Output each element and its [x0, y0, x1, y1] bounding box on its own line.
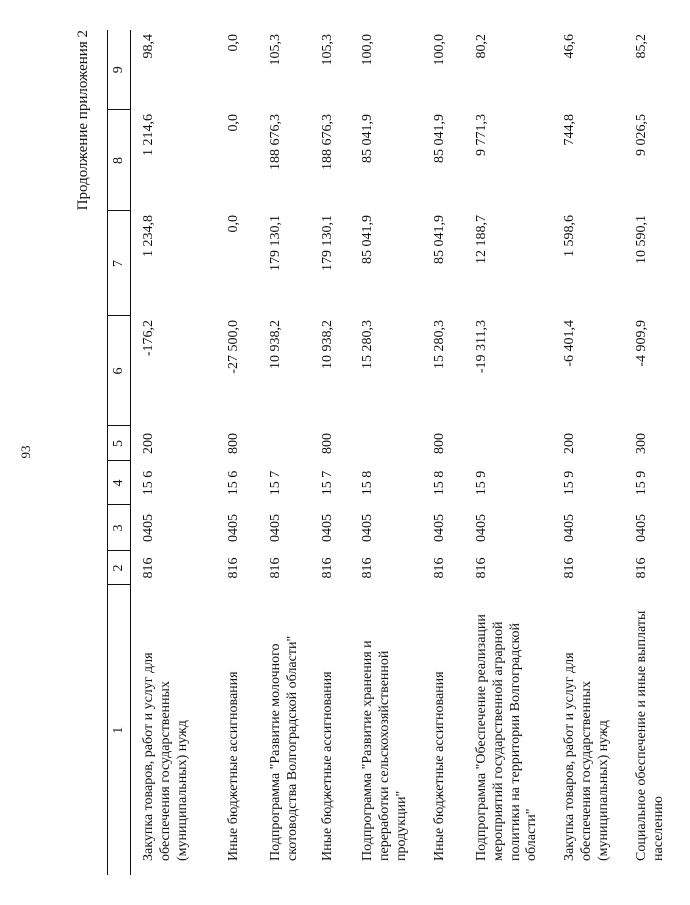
- cell-col-6: -19 311,3: [474, 320, 489, 374]
- cell-col-7: 0,0: [226, 215, 241, 233]
- cell-col-8: 9 026,5: [634, 114, 649, 156]
- cell-col-9: 105,3: [320, 34, 335, 66]
- cell-col-4: 15 9: [562, 470, 577, 496]
- column-header-5: 5: [108, 426, 131, 461]
- continuation-caption: Продолжение приложения 2: [75, 30, 91, 211]
- cell-col-7: 179 130,1: [268, 215, 283, 271]
- column-header-3: 3: [108, 505, 131, 551]
- cell-col-8: 9 771,3: [474, 114, 489, 156]
- table-row: [258, 30, 310, 875]
- rotated-page-content: [75, 30, 666, 875]
- cell-col-9: 80,2: [474, 34, 489, 59]
- cell-col-7: 85 041,9: [432, 215, 447, 264]
- row-description: Закупка товаров, работ и услуг для обеспечения государственных (муниципальных) нужд: [141, 652, 190, 861]
- row-description: Закупка товаров, работ и услуг для обеспечения государственных (муниципальных) нужд: [562, 652, 611, 861]
- column-header-4: 4: [108, 461, 131, 505]
- cell-col-6: -4 909,9: [634, 320, 649, 367]
- cell-col-4: 15 9: [634, 470, 649, 496]
- cell-col-3: 0405: [562, 514, 577, 542]
- budget-table: [107, 30, 690, 875]
- cell-col-2: 816: [474, 557, 489, 579]
- cell-col-3: 0405: [320, 514, 335, 542]
- cell-col-3: 0405: [432, 514, 447, 542]
- cell-col-2: 816: [320, 557, 335, 579]
- column-header-9: 9: [108, 30, 131, 110]
- cell-col-8: 188 676,3: [320, 114, 335, 170]
- cell-col-8: 188 676,3: [268, 114, 283, 170]
- cell-col-7: 12 188,7: [474, 215, 489, 264]
- cell-col-5: 200: [562, 433, 577, 454]
- cell-col-6: -6 401,4: [562, 320, 577, 367]
- cell-col-7: 1 234,8: [141, 215, 156, 257]
- cell-col-3: 0405: [226, 514, 241, 542]
- cell-col-8: 85 041,9: [432, 114, 447, 163]
- row-description: Социальное обеспечение и иные выплаты населению: [634, 610, 666, 861]
- cell-col-8: 0,0: [226, 114, 241, 132]
- table-row: [624, 30, 690, 875]
- page-number: 93: [18, 445, 33, 459]
- cell-col-6: 15 280,3: [360, 320, 375, 369]
- cell-col-3: 0405: [268, 514, 283, 542]
- cell-col-5: 200: [141, 433, 156, 454]
- cell-col-2: 816: [432, 557, 447, 579]
- cell-col-4: 15 6: [226, 470, 241, 496]
- cell-col-7: 1 598,6: [562, 215, 577, 257]
- column-header-2: 2: [108, 551, 131, 585]
- cell-col-3: 0405: [634, 514, 649, 542]
- column-header-7: 7: [108, 211, 131, 316]
- cell-col-4: 15 9: [474, 470, 489, 496]
- row-description: Иные бюджетные ассигнования: [320, 671, 335, 861]
- cell-col-8: 744,8: [562, 114, 577, 146]
- cell-col-5: 300: [634, 433, 649, 454]
- cell-col-2: 816: [360, 557, 375, 579]
- column-header-8: 8: [108, 110, 131, 211]
- row-description: Подпрограмма "Обеспечение реализации мероприятий государственной аграрной политики на территории Волгоградской области": [474, 614, 540, 861]
- table-row: [131, 30, 217, 875]
- row-description: Подпрограмма "Развитие молочного скотоводства Волгоградской области": [268, 635, 300, 861]
- cell-col-9: 0,0: [226, 34, 241, 52]
- cell-col-7: 85 041,9: [360, 215, 375, 264]
- cell-col-5: 800: [226, 433, 241, 454]
- cell-col-8: 85 041,9: [360, 114, 375, 163]
- table-row: [552, 30, 624, 875]
- cell-col-9: 100,0: [360, 34, 375, 66]
- column-header-1: 1: [108, 585, 131, 875]
- cell-col-5: [350, 426, 422, 461]
- cell-col-3: 0405: [360, 514, 375, 542]
- cell-col-9: 46,6: [562, 34, 577, 59]
- cell-col-5: 800: [320, 433, 335, 454]
- cell-col-7: 10 590,1: [634, 215, 649, 264]
- cell-col-4: 15 7: [320, 470, 335, 496]
- column-header-6: 6: [108, 316, 131, 426]
- cell-col-9: 85,2: [634, 34, 649, 59]
- row-description: Иные бюджетные ассигнования: [432, 671, 447, 861]
- cell-col-9: 98,4: [141, 34, 156, 59]
- cell-col-8: 1 214,6: [141, 114, 156, 156]
- cell-col-4: 15 8: [360, 470, 375, 496]
- cell-col-6: 10 938,2: [268, 320, 283, 369]
- table-row: [422, 30, 464, 875]
- cell-col-2: 816: [562, 557, 577, 579]
- cell-col-6: 10 938,2: [320, 320, 335, 369]
- cell-col-2: 816: [634, 557, 649, 579]
- cell-col-6: -27 500,0: [226, 320, 241, 374]
- cell-col-5: 800: [432, 433, 447, 454]
- row-description: Подпрограмма "Развитие хранения и переработки сельскохозяйственной продукции": [360, 640, 409, 861]
- cell-col-7: 179 130,1: [320, 215, 335, 271]
- table-row: [350, 30, 422, 875]
- cell-col-2: 816: [226, 557, 241, 579]
- cell-col-2: 816: [141, 557, 156, 579]
- cell-col-4: 15 8: [432, 470, 447, 496]
- cell-col-5: [258, 426, 310, 461]
- cell-col-3: 0405: [141, 514, 156, 542]
- cell-col-3: 0405: [474, 514, 489, 542]
- header-row: [108, 30, 131, 875]
- cell-col-2: 816: [268, 557, 283, 579]
- cell-col-5: [464, 426, 552, 461]
- cell-col-6: 15 280,3: [432, 320, 447, 369]
- table-row: [216, 30, 258, 875]
- cell-col-4: 15 7: [268, 470, 283, 496]
- table-row: [310, 30, 350, 875]
- cell-col-9: 105,3: [268, 34, 283, 66]
- row-description: Иные бюджетные ассигнования: [226, 671, 241, 861]
- cell-col-6: -176,2: [141, 320, 156, 357]
- table-row: [464, 30, 552, 875]
- cell-col-4: 15 6: [141, 470, 156, 496]
- cell-col-9: 100,0: [432, 34, 447, 66]
